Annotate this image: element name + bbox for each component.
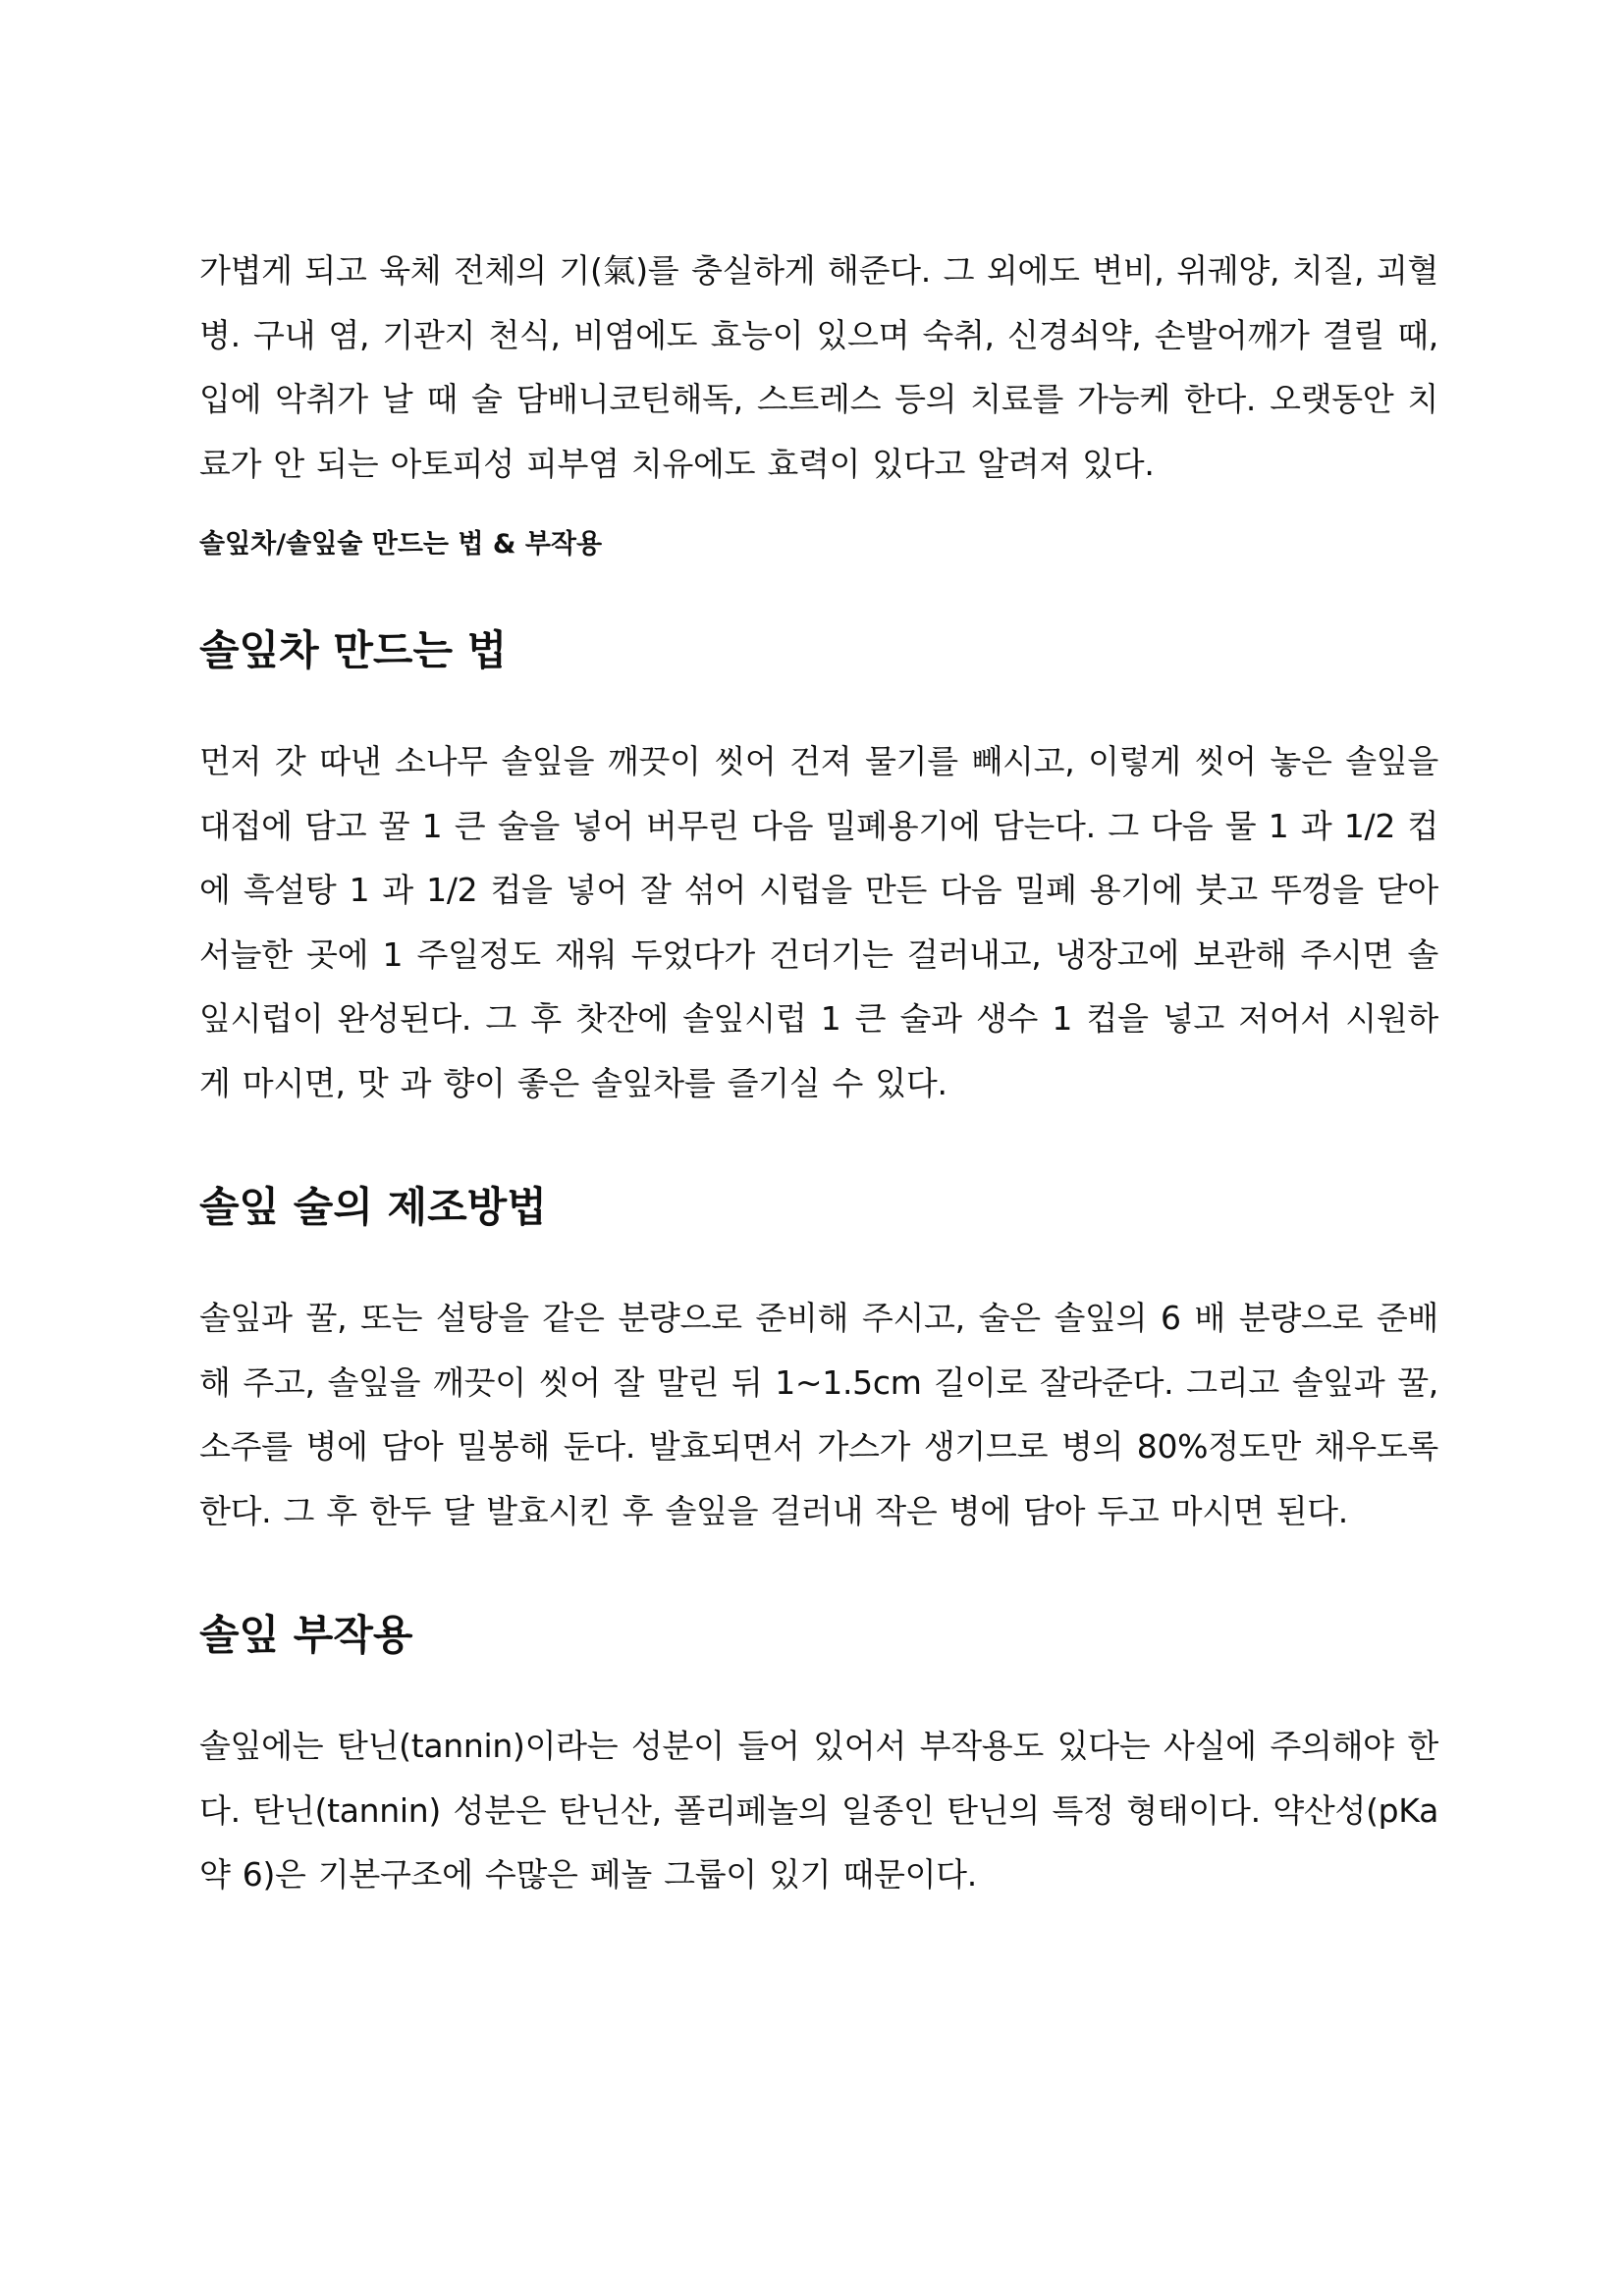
section-caption: 솔잎차/솔잎술 만드는 법 & 부작용 <box>199 529 603 560</box>
heading-pine-tea: 솔잎차 만드는 법 <box>199 626 508 674</box>
heading-side-effects: 솔잎 부작용 <box>199 1611 413 1659</box>
paragraph-pine-tea: 먼저 갓 따낸 소나무 솔잎을 깨끗이 씻어 건져 물기를 빼시고, 이렇게 씻어 놓은 솔잎을 대접에 담고 꿀 1 큰 술을 넣어 버무린 다음 밀폐용기에 담는다. 그 다음 물 1 과 1/2 컵에 흑설탕 1 과 1/2 컵을 넣어 잘 섞어 시럽을 만든 다음 밀폐 용기에 붓고 뚜껑을 닫아 서늘한 곳에 1 주일정도 재워 두었다가 건더기는 걸러내고, 냉장고에 보관해 주시면 솔잎시럽이 완성된다. 그 후 찻잔에 솔잎시럽 1 큰 술과 생수 1 컵을 넣고 저어서 시원하게 마시면, 맛 과 향이 좋은 솔잎차를 즐기실 수 있다. <box>199 742 1438 1102</box>
heading-pine-liquor: 솔잎 술의 제조방법 <box>199 1183 547 1231</box>
intro-paragraph: 가볍게 되고 육체 전체의 기(氣)를 충실하게 해준다. 그 외에도 변비, 위궤양, 치질, 괴혈병. 구내 염, 기관지 천식, 비염에도 효능이 있으며 숙취, 신경쇠약, 손발어깨가 결릴 때, 입에 악취가 날 때 술 담배니코틴해독, 스트레스 등의 치료를 가능케 한다. 오랫동안 치료가 안 되는 아토피성 피부염 치유에도 효력이 있다고 알려져 있다. <box>199 251 1438 483</box>
document-content <box>199 239 1438 1907</box>
paragraph-pine-liquor: 솔잎과 꿀, 또는 설탕을 같은 분량으로 준비해 주시고, 술은 솔잎의 6 배 분량으로 준배해 주고, 솔잎을 깨끗이 씻어 잘 말린 뒤 1~1.5cm 길이로 잘라준다. 그리고 솔잎과 꿀, 소주를 병에 담아 밀봉해 둔다. 발효되면서 가스가 생기므로 병의 80%정도만 채우도록 한다. 그 후 한두 달 발효시킨 후 솔잎을 걸러내 작은 병에 담아 두고 마시면 된다. <box>199 1299 1438 1530</box>
paragraph-side-effects: 솔잎에는 탄닌(tannin)이라는 성분이 들어 있어서 부작용도 있다는 사실에 주의해야 한다. 탄닌(tannin) 성분은 탄닌산, 폴리페놀의 일종인 탄닌의 특정 형태이다. 약산성(pKa 약 6)은 기본구조에 수많은 페놀 그룹이 있기 때문이다. <box>199 1727 1438 1894</box>
